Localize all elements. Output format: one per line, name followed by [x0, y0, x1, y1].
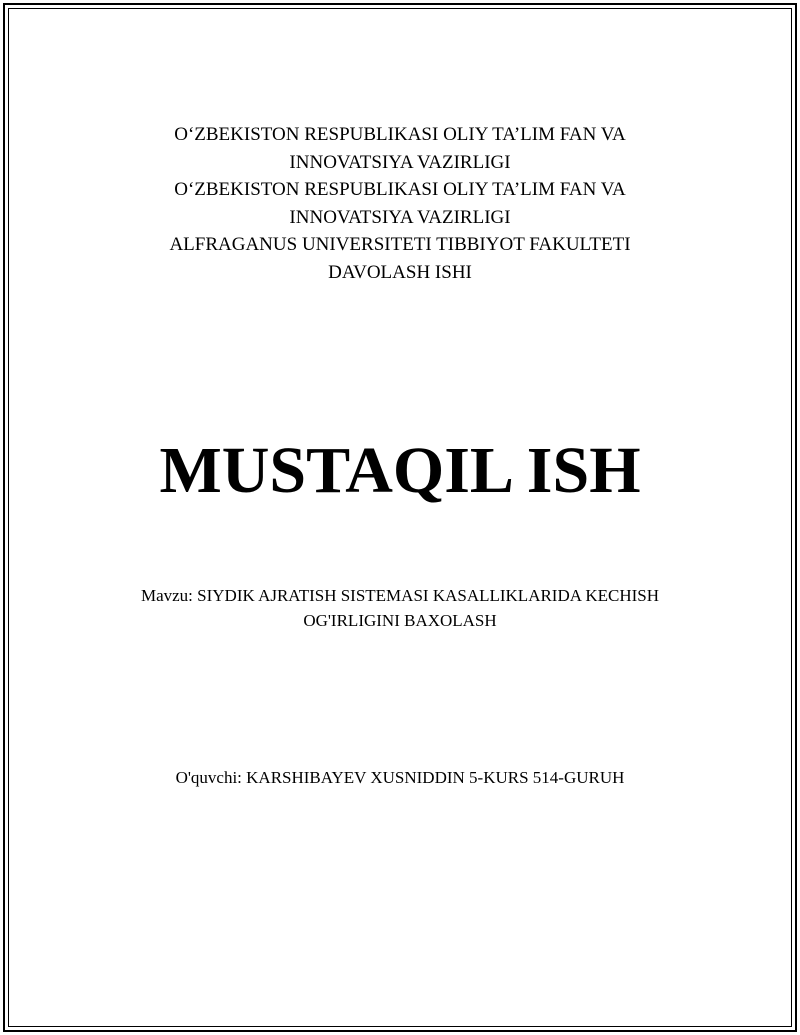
header-line: ALFRAGANUS UNIVERSITETI TIBBIYOT FAKULTETI — [169, 234, 631, 255]
institution-header — [0, 121, 800, 286]
header-line: O‘ZBEKISTON RESPUBLIKASI OLIY TA’LIM FAN VA — [174, 179, 626, 200]
student-info: O'quvchi: KARSHIBAYEV XUSNIDDIN 5-KURS 514-GURUH — [175, 768, 625, 787]
topic-line: Mavzu: SIYDIK AJRATISH SISTEMASI KASALLIKLARIDA KECHISH — [140, 586, 660, 605]
header-line: INNOVATSIYA VAZIRLIGI — [289, 206, 511, 228]
document-title: MUSTAQIL ISH — [159, 434, 641, 507]
topic-line: OG'IRLIGINI BAXOLASH — [303, 611, 497, 630]
header-line: INNOVATSIYA VAZIRLIGI — [289, 151, 511, 173]
header-line: O‘ZBEKISTON RESPUBLIKASI OLIY TA’LIM FAN VA — [174, 124, 626, 145]
topic-block — [0, 583, 800, 633]
header-line: DAVOLASH ISHI — [328, 261, 472, 283]
